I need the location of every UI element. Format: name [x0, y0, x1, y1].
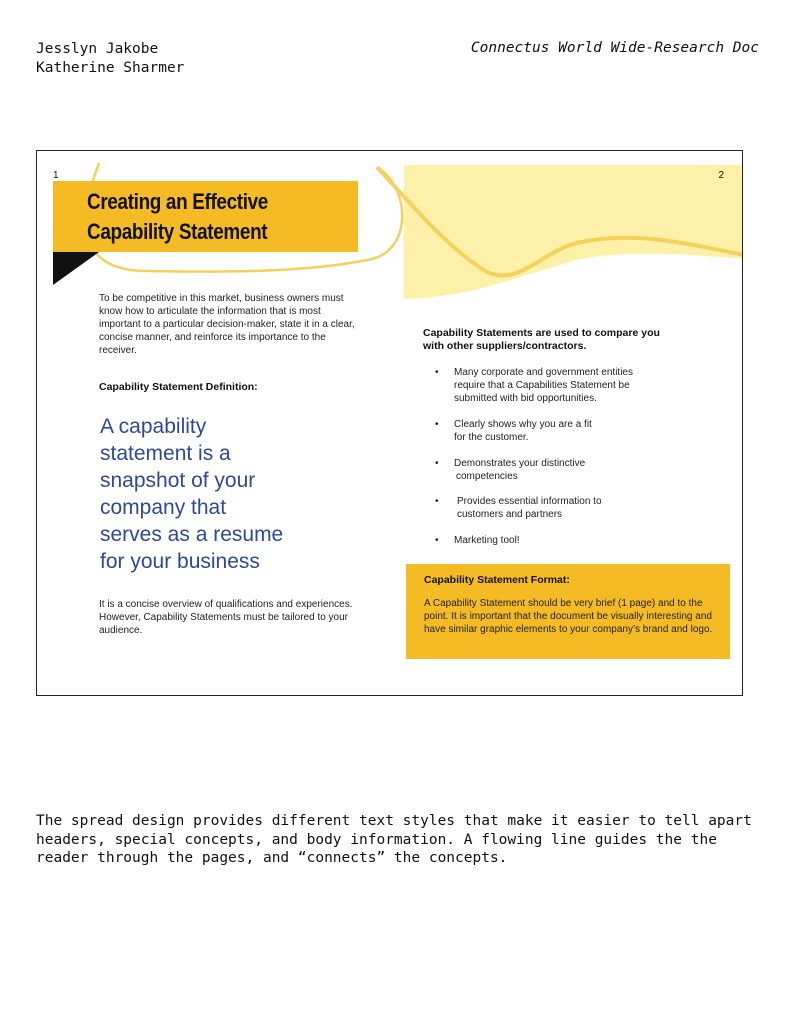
bullet-line: competencies — [456, 471, 518, 482]
format-title: Capability Statement Format: — [424, 574, 570, 586]
bullet-glyph: • — [435, 458, 439, 469]
definition-line: A capability — [100, 415, 207, 438]
page-number-left: 1 — [53, 170, 59, 181]
bullet-line: Demonstrates your distinctive — [454, 458, 586, 469]
bullet-line: customers and partners — [457, 509, 563, 520]
intro-paragraph: To be competitive in this market, business owners must know how to articulate the information that is most important to a particular decision-maker, state it in a clear, concise manner, and reinforce its importance to the receiver. — [99, 293, 355, 356]
document-title: Connectus World Wide-Research Doc — [470, 40, 759, 56]
author-1: Jesslyn Jakobe — [36, 41, 159, 57]
format-callout — [406, 564, 730, 659]
pale-wave-shape — [404, 165, 743, 299]
bullet-glyph: • — [435, 496, 439, 507]
spread-title — [87, 187, 268, 247]
closing-paragraph: It is a concise overview of qualifications and experiences. However, Capability Statements must be tailored to your audience. — [99, 599, 353, 636]
bullet-glyph: • — [435, 535, 439, 546]
format-body: A Capability Statement should be very brief (1 page) and to the point. It is important that the document be visually interesting and have similar graphic elements to your company’s brand and logo. — [424, 598, 713, 635]
definition-line: for your business — [100, 550, 260, 573]
bullet-line: require that a Capabilities Statement be — [454, 380, 630, 391]
title-line-1: Creating an Effective — [87, 189, 268, 214]
definition-label: Capability Statement Definition: — [99, 381, 258, 393]
bullet-line: Marketing tool! — [454, 535, 520, 546]
definition-line: serves as a resume — [100, 523, 284, 546]
compare-heading: Capability Statements are used to compare you with other suppliers/contractors. — [423, 327, 660, 352]
author-2: Katherine Sharmer — [36, 60, 185, 76]
bullet-glyph: • — [435, 419, 439, 430]
bullet-line: Many corporate and government entities — [454, 367, 633, 378]
definition-line: snapshot of your — [100, 469, 256, 492]
bullet-line: Clearly shows why you are a fit — [454, 419, 592, 430]
bullet-line: Provides essential information to — [457, 496, 602, 507]
bullet-line: submitted with bid opportunities. — [454, 393, 597, 404]
design-caption: The spread design provides different text styles that make it easier to tell apart headers, special concepts, and body information. A flowing line guides the the reader through the pages, and “connects” the concepts. — [36, 813, 752, 866]
definition-statement — [100, 413, 340, 575]
page-number-right: 2 — [718, 170, 724, 181]
bullet-glyph: • — [435, 367, 439, 378]
black-corner-triangle — [53, 252, 99, 285]
magazine-spread — [36, 150, 743, 696]
definition-line: company that — [100, 496, 227, 519]
bullet-line: for the customer. — [454, 432, 529, 443]
title-line-2: Capability Statement — [87, 219, 268, 244]
author-names — [36, 40, 184, 78]
definition-line: statement is a — [100, 442, 231, 465]
